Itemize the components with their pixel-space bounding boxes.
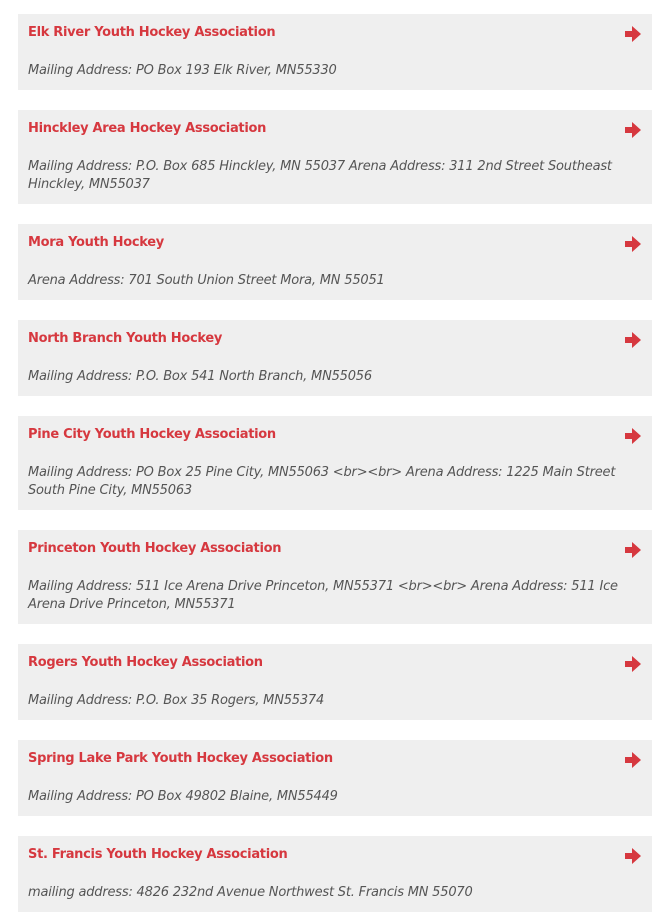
item-title[interactable]: St. Francis Youth Hockey Association (28, 847, 288, 862)
list-item[interactable] (18, 740, 652, 816)
item-address: Mailing Address: PO Box 25 Pine City, MN55063 <br><br> Arena Address: 1225 Main Street South Pine City, MN55063 (28, 465, 616, 498)
item-title[interactable]: North Branch Youth Hockey (28, 331, 223, 346)
item-title[interactable]: Princeton Youth Hockey Association (28, 541, 282, 556)
right-arrow-icon[interactable] (624, 541, 642, 559)
item-address: Mailing Address: P.O. Box 35 Rogers, MN55374 (28, 693, 325, 708)
item-title[interactable]: Pine City Youth Hockey Association (28, 427, 276, 442)
item-address: Mailing Address: P.O. Box 541 North Branch, MN55056 (28, 369, 372, 384)
item-title[interactable]: Elk River Youth Hockey Association (28, 25, 276, 40)
list-item[interactable] (18, 836, 652, 912)
item-address: Mailing Address: 511 Ice Arena Drive Princeton, MN55371 <br><br> Arena Address: 511 Ice Arena Drive Princeton, MN55371 (28, 579, 618, 612)
list-item[interactable] (18, 530, 652, 624)
right-arrow-icon[interactable] (624, 427, 642, 445)
right-arrow-icon[interactable] (624, 121, 642, 139)
list-item[interactable] (18, 320, 652, 396)
item-title[interactable]: Hinckley Area Hockey Association (28, 121, 267, 136)
item-address: mailing address: 4826 232nd Avenue Northwest St. Francis MN 55070 (28, 885, 473, 900)
item-address: Mailing Address: PO Box 193 Elk River, MN55330 (28, 63, 337, 78)
list-item[interactable] (18, 644, 652, 720)
list-item[interactable] (18, 110, 652, 204)
list-item[interactable] (18, 14, 652, 90)
right-arrow-icon[interactable] (624, 655, 642, 673)
item-address: Arena Address: 701 South Union Street Mora, MN 55051 (28, 273, 385, 288)
item-title[interactable]: Mora Youth Hockey (28, 235, 164, 250)
item-title[interactable]: Rogers Youth Hockey Association (28, 655, 263, 670)
right-arrow-icon[interactable] (624, 751, 642, 769)
right-arrow-icon[interactable] (624, 331, 642, 349)
list-item[interactable] (18, 224, 652, 300)
item-address: Mailing Address: P.O. Box 685 Hinckley, MN 55037 Arena Address: 311 2nd Street Southeast Hinckley, MN55037 (28, 159, 612, 192)
right-arrow-icon[interactable] (624, 235, 642, 253)
list-item[interactable] (18, 416, 652, 510)
item-title[interactable]: Spring Lake Park Youth Hockey Association (28, 751, 333, 766)
item-address: Mailing Address: PO Box 49802 Blaine, MN55449 (28, 789, 338, 804)
right-arrow-icon[interactable] (624, 847, 642, 865)
right-arrow-icon[interactable] (624, 25, 642, 43)
